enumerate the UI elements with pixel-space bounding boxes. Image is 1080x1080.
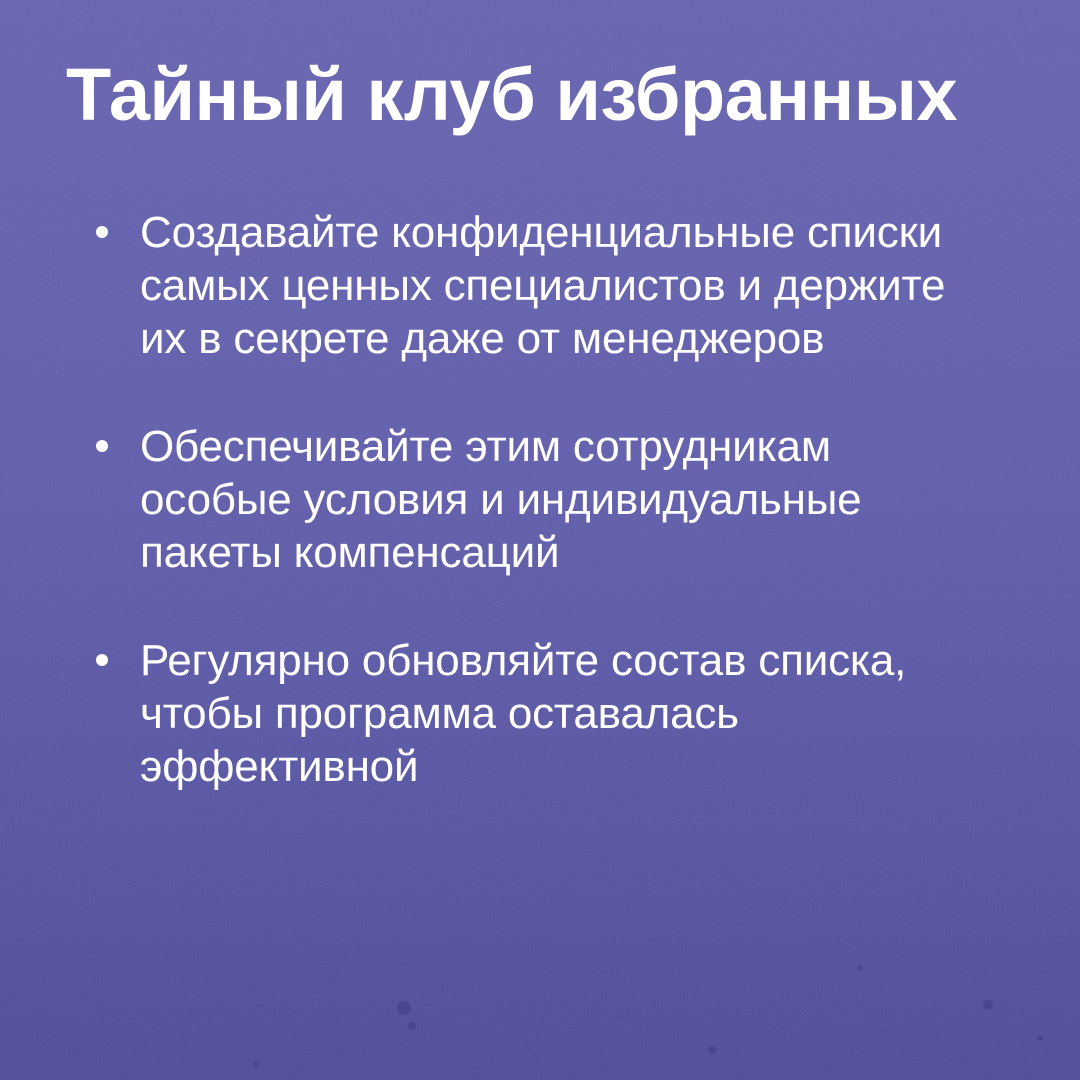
bullet-item <box>94 206 1014 365</box>
bullet-item <box>94 634 1014 793</box>
bullet-text-line: самых ценных специалистов и держите <box>140 261 946 310</box>
bullet-text-line: Создавайте конфиденциальные списки <box>140 208 943 257</box>
bullet-text-line: особые условия и индивидуальные <box>140 475 862 524</box>
bullet-text-line: Обеспечивайте этим сотрудникам <box>140 422 831 471</box>
bullet-item <box>94 420 1014 579</box>
bullet-dot-icon <box>96 440 108 452</box>
bullet-text-line: Регулярно обновляйте состав списка, <box>140 636 907 685</box>
slide-title: Тайный клуб избранных <box>66 53 958 136</box>
bullet-text-line: эффективной <box>140 742 419 791</box>
bullet-dot-icon <box>96 654 108 666</box>
bullet-text-line: их в секрете даже от менеджеров <box>140 314 825 363</box>
bullet-text-line: чтобы программа оставалась <box>140 689 739 738</box>
bullet-dot-icon <box>96 226 108 238</box>
bullet-text-line: пакеты компенсаций <box>140 528 560 577</box>
bullet-list <box>94 206 1014 848</box>
